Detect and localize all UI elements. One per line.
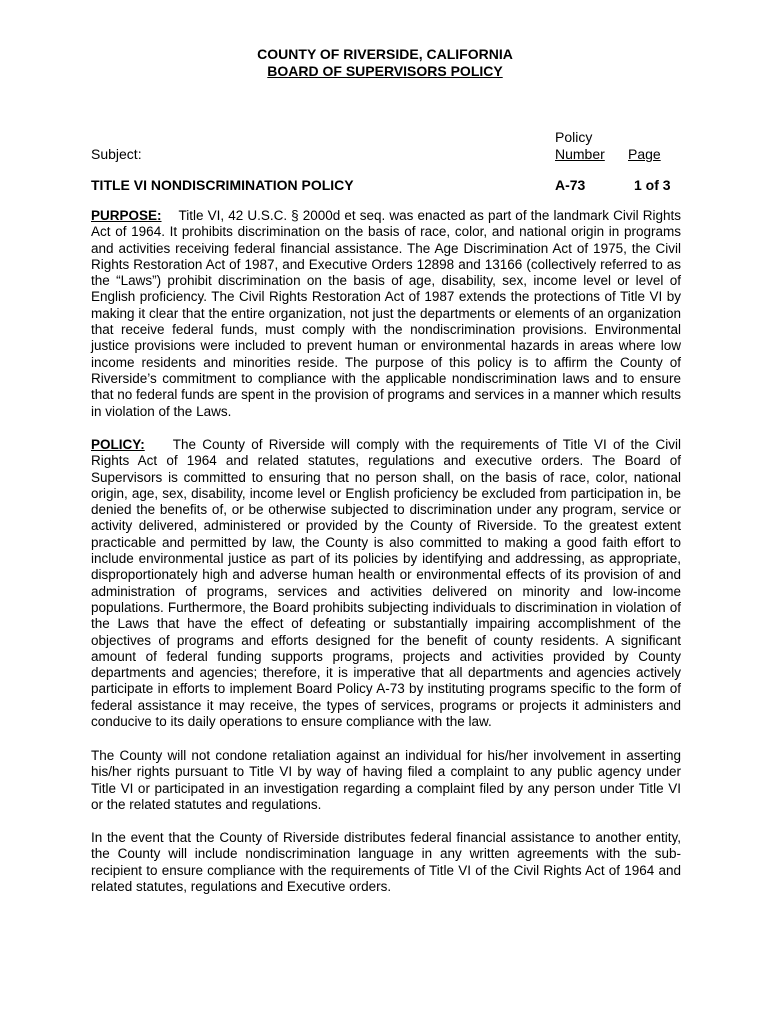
subrecipient-paragraph: In the event that the County of Riverside distributes federal financial assistance to another entity, the County will include nondiscrimination language in any written agreements with the sub-recipient to ensure compliance with the requirements of Title VI of the Civil Rights Act of 1964 and related statutes, regulations and Executive orders.	[91, 830, 681, 894]
policy-number: A-73	[555, 177, 586, 193]
purpose-text: Title VI, 42 U.S.C. § 2000d et seq. was enacted as part of the landmark Civil Rights Act of 1964. It prohibits discrimination on the basis of race, color, and national origin in programs and activities receiving federal financial assistance. The Age Discrimination Act of 1975, the Civil Rights Restoration Act of 1987, and Executive Orders 12898 and 13166 (collectively referred to as the “Laws”) prohibit discrimination on the basis of age, disability, sex, income level or level of English proficiency. The Civil Rights Restoration Act of 1987 extends the protections of Title VI by making it clear that the entire organization, not just the departments or elements of an organization that receive federal funds, must comply with the nondiscrimination provisions. Environmental justice provisions were included to prevent human or environmental hazards in areas where low income residents and minorities reside. The purpose of this policy is to affirm the County of Riverside’s commitment to compliance with the applicable nondiscrimination laws and to ensure that no federal funds are spent in the provision of programs and services in a manner which results in violation of the Laws.	[91, 208, 681, 419]
subject-label: Subject:	[91, 146, 142, 162]
purpose-label: PURPOSE:	[91, 208, 162, 223]
board-policy-header: BOARD OF SUPERVISORS POLICY	[267, 63, 503, 79]
policy-label-heading: POLICY:	[91, 437, 145, 452]
policy-label: Policy	[555, 129, 593, 145]
policy-section	[91, 437, 681, 730]
purpose-section	[91, 208, 681, 420]
page-count: 1 of 3	[634, 177, 671, 193]
retaliation-paragraph: The County will not condone retaliation against an individual for his/her involvement in asserting his/her rights pursuant to Title VI by way of having filed a complaint to any public agency under Title VI or participated in an investigation regarding a complaint filed by any person under Title VI or the related statutes and regulations.	[91, 748, 681, 812]
policy-title: TITLE VI NONDISCRIMINATION POLICY	[91, 177, 354, 193]
county-header: COUNTY OF RIVERSIDE, CALIFORNIA	[257, 46, 513, 62]
number-label: Number	[555, 146, 605, 162]
policy-text: The County of Riverside will comply with the requirements of Title VI of the Civil Rights Act of 1964 and related statutes, regulations and executive orders. The Board of Supervisors is committed to ensuring that no person shall, on the basis of race, color, national origin, age, sex, disability, income level or English proficiency be excluded from participation in, be denied the benefits of, or be otherwise subjected to discrimination under any program, service or activity delivered, administered or provided by the County of Riverside. To the greatest extent practicable and permitted by law, the County is also committed to making a good faith effort to include environmental justice as part of its policies by identifying and addressing, as appropriate, disproportionately high and adverse human health or environmental effects of its provision of and administration of programs, services and activities delivered on minority and low-income populations. Furthermore, the Board prohibits subjecting individuals to discrimination in violation of the Laws that have the effect of defeating or substantially impairing accomplishment of the objectives of programs and efforts designed for the benefit of county residents. A significant amount of federal funding supports programs, projects and activities provided by County departments and agencies; therefore, it is imperative that all departments and agencies actively participate in efforts to implement Board Policy A-73 by instituting programs specific to the form of federal assistance it may receive, the types of services, programs or projects it administers and conducive to its daily operations to ensure compliance with the law.	[91, 437, 681, 730]
page-label: Page	[628, 146, 661, 162]
